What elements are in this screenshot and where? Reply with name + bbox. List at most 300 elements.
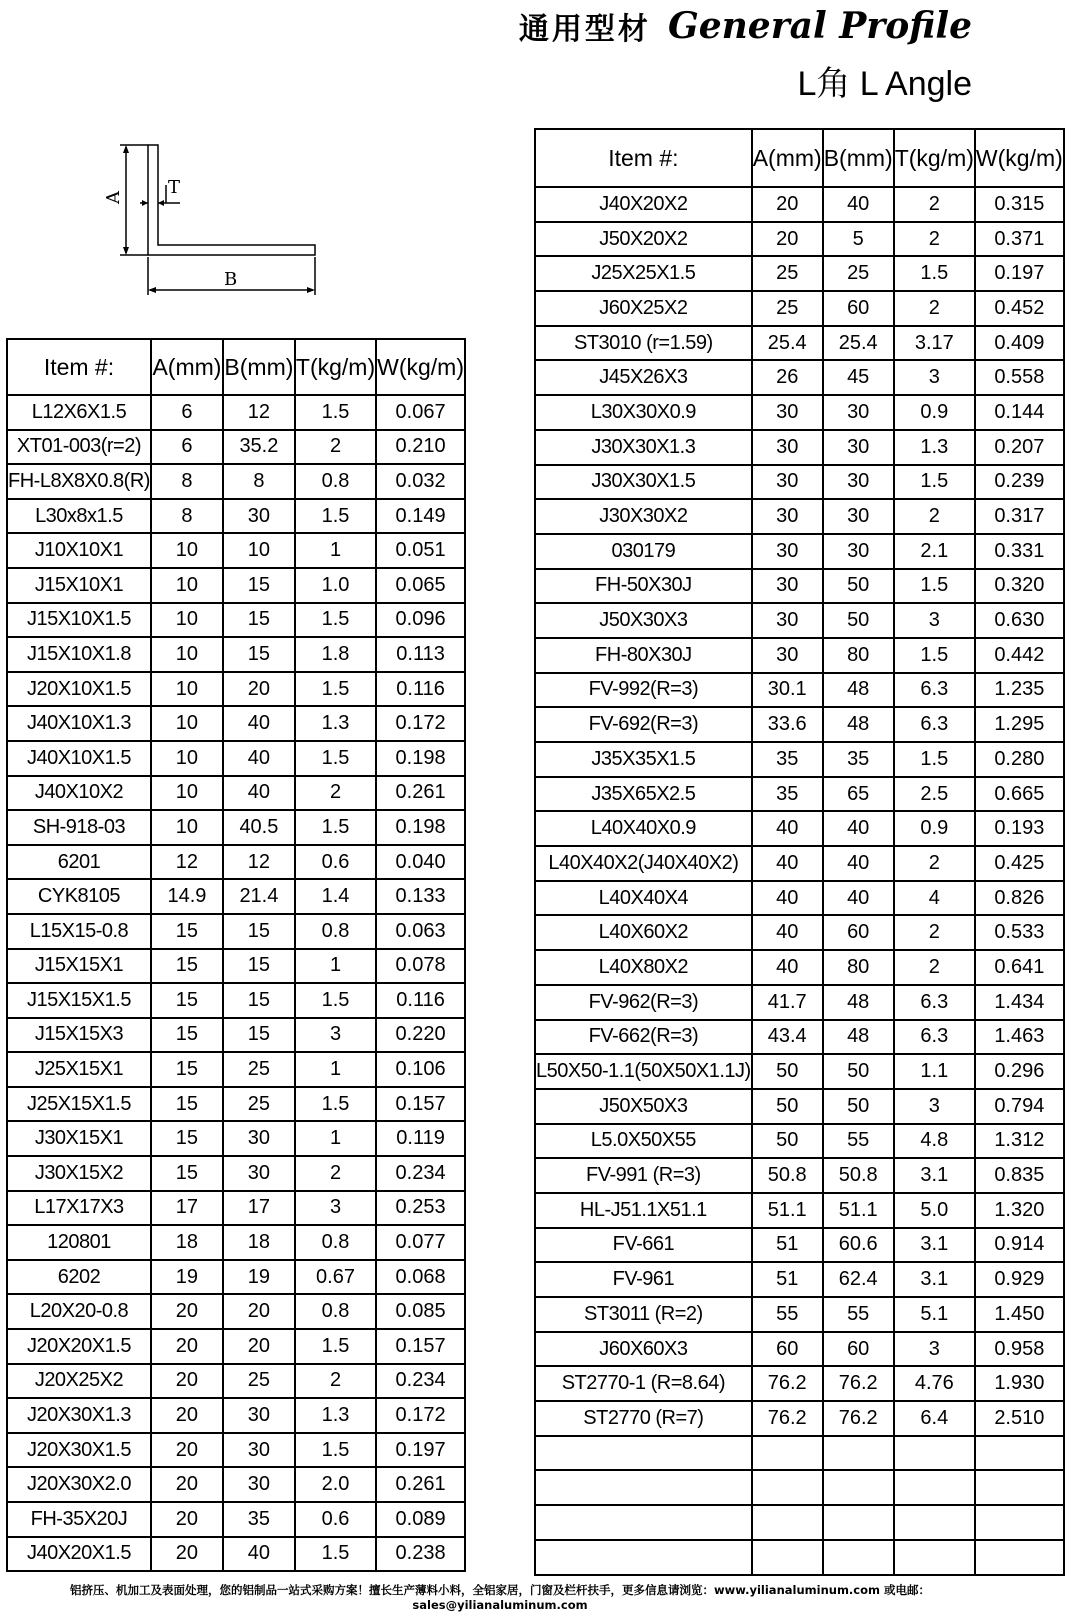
- cell-item: J15X15X1.5: [7, 983, 151, 1018]
- cell-t: 3: [894, 1332, 975, 1367]
- cell-item: J20X10X1.5: [7, 672, 151, 707]
- cell-b: 60: [823, 291, 894, 326]
- cell-item: J35X35X1.5: [535, 742, 752, 777]
- cell-b: 55: [823, 1297, 894, 1332]
- cell-a: 15: [151, 1121, 223, 1156]
- cell-a: 15: [151, 1087, 223, 1122]
- cell-w: 0.197: [975, 256, 1064, 291]
- cell-t: 0.9: [894, 811, 975, 846]
- cell-b: 17: [223, 1191, 295, 1226]
- cell-t: 6.4: [894, 1401, 975, 1436]
- empty-cell: [752, 1540, 823, 1575]
- cell-a: 30.1: [752, 673, 823, 708]
- cell-item: XT01-003(r=2): [7, 430, 151, 465]
- col-a: A(mm): [151, 339, 223, 395]
- empty-cell: [823, 1470, 894, 1505]
- cell-b: 15: [223, 1018, 295, 1053]
- table-row: [7, 983, 465, 1018]
- cell-t: 6.3: [894, 673, 975, 708]
- cell-item: L40X40X0.9: [535, 811, 752, 846]
- cell-b: 35.2: [223, 430, 295, 465]
- empty-cell: [535, 1505, 752, 1540]
- cell-b: 45: [823, 360, 894, 395]
- cell-a: 15: [151, 1156, 223, 1191]
- page-header: [519, 4, 972, 48]
- cell-t: 1.1: [894, 1054, 975, 1089]
- cell-t: 2: [295, 1364, 376, 1399]
- empty-cell: [894, 1436, 975, 1471]
- cell-w: 0.089: [376, 1502, 465, 1537]
- table-row: [7, 1018, 465, 1053]
- cell-w: 0.210: [376, 430, 465, 465]
- empty-cell: [975, 1540, 1064, 1575]
- cell-b: 30: [823, 534, 894, 569]
- label-a: A: [103, 191, 124, 204]
- table-row: [7, 1364, 465, 1399]
- cell-item: FV-962(R=3): [535, 985, 752, 1020]
- cell-a: 51: [752, 1262, 823, 1297]
- cell-item: J20X25X2: [7, 1364, 151, 1399]
- cell-t: 3: [894, 603, 975, 638]
- cell-item: J15X10X1.8: [7, 637, 151, 672]
- table-row: [535, 950, 1064, 985]
- table-row: [535, 1262, 1064, 1297]
- cell-w: 0.234: [376, 1156, 465, 1191]
- cell-t: 1.5: [295, 672, 376, 707]
- cell-t: 2: [295, 776, 376, 811]
- cell-a: 40: [752, 811, 823, 846]
- label-b: B: [224, 269, 238, 290]
- cell-w: 0.914: [975, 1228, 1064, 1263]
- cell-t: 1.5: [295, 1087, 376, 1122]
- cell-item: FH-L8X8X0.8(R): [7, 464, 151, 499]
- cell-w: 0.234: [376, 1364, 465, 1399]
- cell-w: 0.558: [975, 360, 1064, 395]
- cell-a: 40: [752, 881, 823, 916]
- cell-b: 50: [823, 569, 894, 604]
- cell-w: 0.078: [376, 949, 465, 984]
- table-row: [535, 777, 1064, 812]
- cell-a: 25: [752, 291, 823, 326]
- cell-b: 62.4: [823, 1262, 894, 1297]
- cell-t: 1.5: [295, 1537, 376, 1572]
- cell-b: 80: [823, 950, 894, 985]
- table-row: [535, 1158, 1064, 1193]
- cell-b: 5: [823, 222, 894, 257]
- cell-item: J40X10X1.5: [7, 741, 151, 776]
- cell-t: 3: [894, 360, 975, 395]
- table-row: [7, 1052, 465, 1087]
- cell-b: 50: [823, 1089, 894, 1124]
- cell-w: 0.096: [376, 603, 465, 638]
- cell-a: 33.6: [752, 707, 823, 742]
- cell-t: 1.5: [295, 1329, 376, 1364]
- cell-a: 20: [752, 187, 823, 222]
- cell-a: 18: [151, 1225, 223, 1260]
- cell-t: 1.5: [295, 395, 376, 430]
- table-row: [7, 741, 465, 776]
- cell-t: 1.0: [295, 568, 376, 603]
- cell-t: 4.8: [894, 1124, 975, 1159]
- cell-w: 0.157: [376, 1087, 465, 1122]
- cell-w: 0.068: [376, 1260, 465, 1295]
- cell-a: 20: [151, 1537, 223, 1572]
- cell-t: 0.67: [295, 1260, 376, 1295]
- cell-w: 1.930: [975, 1366, 1064, 1401]
- table-row: [7, 1225, 465, 1260]
- cell-b: 8: [223, 464, 295, 499]
- cell-a: 26: [752, 360, 823, 395]
- cell-w: 0.032: [376, 464, 465, 499]
- table-row: [535, 673, 1064, 708]
- cell-a: 30: [752, 465, 823, 500]
- table-row: [7, 1156, 465, 1191]
- cell-a: 20: [752, 222, 823, 257]
- empty-cell: [823, 1436, 894, 1471]
- cell-b: 76.2: [823, 1401, 894, 1436]
- cell-item: L40X40X4: [535, 881, 752, 916]
- cell-a: 40: [752, 915, 823, 950]
- cell-t: 2: [894, 187, 975, 222]
- cell-a: 20: [151, 1502, 223, 1537]
- cell-w: 0.331: [975, 534, 1064, 569]
- col-b: B(mm): [223, 339, 295, 395]
- cell-b: 30: [823, 465, 894, 500]
- cell-t: 6.3: [894, 985, 975, 1020]
- cell-item: FH-80X30J: [535, 638, 752, 673]
- cell-item: FV-992(R=3): [535, 673, 752, 708]
- cell-item: FH-50X30J: [535, 569, 752, 604]
- table-row: [535, 1193, 1064, 1228]
- table-row: [7, 533, 465, 568]
- cell-a: 20: [151, 1364, 223, 1399]
- cell-item: J30X30X1.3: [535, 430, 752, 465]
- cell-t: 2: [894, 950, 975, 985]
- cell-item: L40X40X2(J40X40X2): [535, 846, 752, 881]
- cell-a: 20: [151, 1467, 223, 1502]
- table-row: [7, 810, 465, 845]
- cell-w: 0.296: [975, 1054, 1064, 1089]
- cell-w: 0.198: [376, 810, 465, 845]
- subtitle: L角 L Angle: [797, 65, 972, 103]
- cell-item: FV-991 (R=3): [535, 1158, 752, 1193]
- cell-t: 6.3: [894, 707, 975, 742]
- cell-a: 60: [752, 1332, 823, 1367]
- cell-b: 20: [223, 1294, 295, 1329]
- cell-t: 0.8: [295, 1225, 376, 1260]
- cell-item: J30X15X2: [7, 1156, 151, 1191]
- cell-b: 48: [823, 1020, 894, 1055]
- cell-t: 3.1: [894, 1158, 975, 1193]
- cell-w: 0.409: [975, 326, 1064, 361]
- table-row: [535, 915, 1064, 950]
- cell-b: 51.1: [823, 1193, 894, 1228]
- cell-item: HL-J51.1X51.1: [535, 1193, 752, 1228]
- cell-w: 0.113: [376, 637, 465, 672]
- table-row: [7, 1467, 465, 1502]
- cell-item: ST3011 (R=2): [535, 1297, 752, 1332]
- cell-item: 6202: [7, 1260, 151, 1295]
- cell-a: 10: [151, 568, 223, 603]
- cell-b: 60: [823, 1332, 894, 1367]
- cell-b: 20: [223, 1329, 295, 1364]
- cell-t: 1.5: [894, 742, 975, 777]
- table-row: [535, 1332, 1064, 1367]
- cell-w: 0.197: [376, 1433, 465, 1468]
- cell-b: 40: [823, 811, 894, 846]
- table-row: [7, 395, 465, 430]
- cell-b: 30: [823, 395, 894, 430]
- cell-b: 60: [823, 915, 894, 950]
- right-spec-table: [534, 128, 1065, 1576]
- cell-a: 20: [151, 1294, 223, 1329]
- cell-w: 0.371: [975, 222, 1064, 257]
- empty-row: [535, 1470, 1064, 1505]
- empty-cell: [535, 1470, 752, 1505]
- cell-a: 41.7: [752, 985, 823, 1020]
- cell-t: 1.5: [894, 638, 975, 673]
- empty-cell: [752, 1470, 823, 1505]
- cell-w: 0.317: [975, 499, 1064, 534]
- cell-item: J20X30X1.3: [7, 1398, 151, 1433]
- cell-t: 0.6: [295, 845, 376, 880]
- cell-b: 25: [223, 1087, 295, 1122]
- cell-b: 18: [223, 1225, 295, 1260]
- cell-b: 30: [223, 1121, 295, 1156]
- table-row: [7, 879, 465, 914]
- cell-w: 0.198: [376, 741, 465, 776]
- table-row: [535, 1020, 1064, 1055]
- cell-item: FV-661: [535, 1228, 752, 1263]
- cell-item: L15X15-0.8: [7, 914, 151, 949]
- cell-t: 2: [894, 222, 975, 257]
- cell-b: 30: [823, 499, 894, 534]
- cell-a: 50.8: [752, 1158, 823, 1193]
- cell-item: J20X20X1.5: [7, 1329, 151, 1364]
- cell-t: 1.8: [295, 637, 376, 672]
- table-row: [535, 360, 1064, 395]
- cell-item: J25X15X1: [7, 1052, 151, 1087]
- cell-t: 1: [295, 1052, 376, 1087]
- cell-t: 6.3: [894, 1020, 975, 1055]
- table-row: [7, 499, 465, 534]
- cell-b: 50: [823, 1054, 894, 1089]
- cell-b: 30: [223, 1156, 295, 1191]
- cell-a: 14.9: [151, 879, 223, 914]
- cell-b: 40: [823, 881, 894, 916]
- col-t: T(kg/m): [894, 129, 975, 187]
- cell-item: J15X15X3: [7, 1018, 151, 1053]
- cell-b: 25: [223, 1364, 295, 1399]
- cell-a: 30: [752, 638, 823, 673]
- cell-b: 40: [223, 706, 295, 741]
- cell-t: 1.3: [295, 706, 376, 741]
- cell-t: 3: [894, 1089, 975, 1124]
- table-row: [7, 1260, 465, 1295]
- cell-b: 15: [223, 637, 295, 672]
- cell-w: 0.261: [376, 776, 465, 811]
- cell-w: 0.794: [975, 1089, 1064, 1124]
- cell-a: 51.1: [752, 1193, 823, 1228]
- cell-b: 15: [223, 949, 295, 984]
- cell-t: 5.0: [894, 1193, 975, 1228]
- empty-cell: [752, 1505, 823, 1540]
- cell-t: 1.3: [894, 430, 975, 465]
- cell-b: 30: [223, 1433, 295, 1468]
- cell-w: 0.149: [376, 499, 465, 534]
- table-header-row: [7, 339, 465, 395]
- cell-item: J40X10X2: [7, 776, 151, 811]
- cell-item: L40X80X2: [535, 950, 752, 985]
- cell-a: 40: [752, 846, 823, 881]
- cell-a: 15: [151, 983, 223, 1018]
- empty-row: [535, 1505, 1064, 1540]
- empty-cell: [975, 1470, 1064, 1505]
- cell-t: 1: [295, 1121, 376, 1156]
- cell-w: 0.929: [975, 1262, 1064, 1297]
- cell-a: 15: [151, 949, 223, 984]
- empty-cell: [894, 1540, 975, 1575]
- cell-t: 1.5: [295, 983, 376, 1018]
- cell-t: 0.8: [295, 914, 376, 949]
- cell-item: L40X60X2: [535, 915, 752, 950]
- col-w: W(kg/m): [975, 129, 1064, 187]
- cell-t: 1.5: [295, 603, 376, 638]
- cell-t: 2: [295, 430, 376, 465]
- cell-t: 1: [295, 533, 376, 568]
- cell-t: 2: [894, 499, 975, 534]
- table-row: [535, 1054, 1064, 1089]
- cell-a: 19: [151, 1260, 223, 1295]
- table-row: [535, 985, 1064, 1020]
- cell-t: 2: [894, 915, 975, 950]
- cell-t: 3.17: [894, 326, 975, 361]
- cell-b: 48: [823, 707, 894, 742]
- cell-w: 0.280: [975, 742, 1064, 777]
- cell-a: 25: [752, 256, 823, 291]
- table-row: [7, 776, 465, 811]
- cell-t: 3.1: [894, 1228, 975, 1263]
- table-row: [535, 1124, 1064, 1159]
- l-profile-shape: [148, 145, 315, 255]
- cell-b: 80: [823, 638, 894, 673]
- cell-item: L12X6X1.5: [7, 395, 151, 430]
- cell-w: 1.434: [975, 985, 1064, 1020]
- cell-t: 3: [295, 1191, 376, 1226]
- cell-item: J50X30X3: [535, 603, 752, 638]
- table-row: [7, 1191, 465, 1226]
- cell-t: 2: [894, 291, 975, 326]
- table-row: [535, 638, 1064, 673]
- cell-t: 3: [295, 1018, 376, 1053]
- cell-w: 0.063: [376, 914, 465, 949]
- cell-b: 40: [223, 776, 295, 811]
- cell-a: 10: [151, 603, 223, 638]
- cell-item: FH-35X20J: [7, 1502, 151, 1537]
- cell-item: J50X20X2: [535, 222, 752, 257]
- cell-w: 0.077: [376, 1225, 465, 1260]
- table-row: [7, 1294, 465, 1329]
- cell-item: J10X10X1: [7, 533, 151, 568]
- cell-t: 2: [894, 846, 975, 881]
- cell-t: 2.0: [295, 1467, 376, 1502]
- cell-w: 0.172: [376, 1398, 465, 1433]
- col-b: B(mm): [823, 129, 894, 187]
- table-row: [535, 707, 1064, 742]
- cell-item: L5.0X50X55: [535, 1124, 752, 1159]
- cell-b: 19: [223, 1260, 295, 1295]
- table-header-row: [535, 129, 1064, 187]
- cell-w: 1.463: [975, 1020, 1064, 1055]
- table-row: [535, 1401, 1064, 1436]
- cell-a: 35: [752, 742, 823, 777]
- cell-b: 10: [223, 533, 295, 568]
- cell-item: J60X60X3: [535, 1332, 752, 1367]
- col-t: T(kg/m): [295, 339, 376, 395]
- table-row: [7, 430, 465, 465]
- table-row: [7, 1398, 465, 1433]
- footer-text: 铝挤压、机加工及表面处理，您的铝制品一站式采购方案！擅长生产薄料小料，全铝家居，门窗及栏杆扶手，更多信息请浏览：www.yilianaluminum.com 或电邮：sales@yilianaluminum.com: [69, 1583, 930, 1612]
- table-row: [535, 846, 1064, 881]
- cell-w: 0.826: [975, 881, 1064, 916]
- cell-a: 40: [752, 950, 823, 985]
- table-row: [7, 1502, 465, 1537]
- cell-t: 0.9: [894, 395, 975, 430]
- cell-w: 0.106: [376, 1052, 465, 1087]
- cell-w: 0.065: [376, 568, 465, 603]
- cell-w: 1.295: [975, 707, 1064, 742]
- cell-a: 17: [151, 1191, 223, 1226]
- table-row: [7, 845, 465, 880]
- table-row: [535, 430, 1064, 465]
- table-row: [535, 1228, 1064, 1263]
- cell-item: ST2770-1 (R=8.64): [535, 1366, 752, 1401]
- cell-a: 30: [752, 430, 823, 465]
- empty-row: [535, 1436, 1064, 1471]
- cell-w: 0.253: [376, 1191, 465, 1226]
- empty-cell: [535, 1540, 752, 1575]
- cell-b: 40.5: [223, 810, 295, 845]
- cell-w: 0.157: [376, 1329, 465, 1364]
- cell-t: 1.5: [894, 465, 975, 500]
- cell-w: 1.312: [975, 1124, 1064, 1159]
- cell-b: 25: [223, 1052, 295, 1087]
- cell-a: 50: [752, 1054, 823, 1089]
- cell-w: 0.533: [975, 915, 1064, 950]
- cell-item: 6201: [7, 845, 151, 880]
- cell-w: 0.315: [975, 187, 1064, 222]
- cell-t: 1.5: [295, 810, 376, 845]
- cell-t: 1.5: [894, 256, 975, 291]
- empty-cell: [535, 1436, 752, 1471]
- table-row: [535, 1089, 1064, 1124]
- table-row: [7, 1329, 465, 1364]
- left-spec-table: [6, 338, 466, 1572]
- cell-item: J40X20X2: [535, 187, 752, 222]
- cell-w: 0.119: [376, 1121, 465, 1156]
- table-row: [535, 811, 1064, 846]
- cell-item: J30X30X1.5: [535, 465, 752, 500]
- cell-b: 40: [823, 187, 894, 222]
- cell-b: 12: [223, 845, 295, 880]
- cell-item: FV-662(R=3): [535, 1020, 752, 1055]
- title-en: General Profile: [667, 5, 972, 47]
- cell-a: 50: [752, 1124, 823, 1159]
- cell-a: 30: [752, 395, 823, 430]
- table-row: [535, 291, 1064, 326]
- table-row: [535, 1297, 1064, 1332]
- cell-a: 30: [752, 499, 823, 534]
